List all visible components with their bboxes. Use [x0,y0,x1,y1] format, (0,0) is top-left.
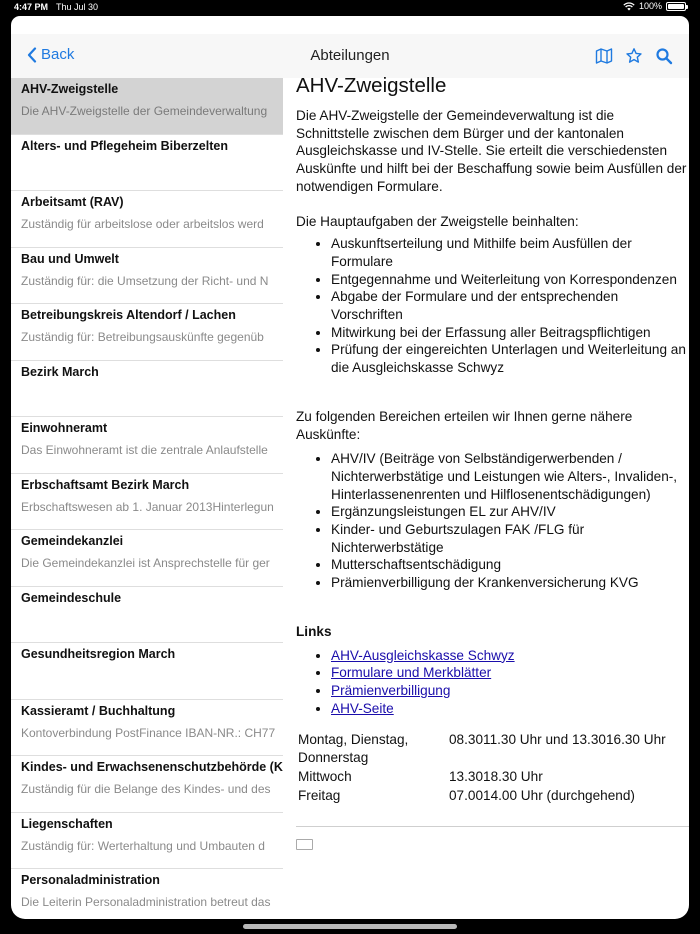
link[interactable]: AHV-Seite [331,700,394,716]
hours-time: 08.3011.30 Uhr und 13.3016.30 Uhr [449,732,666,748]
hours-time: 13.3018.30 Uhr [449,768,543,784]
list-item[interactable] [11,530,283,587]
list-item-title: Personaladministration [21,873,160,887]
areas-intro: Zu folgenden Bereichen erteilen wir Ihnen gerne nähere Auskünfte: [296,408,633,442]
department-list[interactable] [11,78,283,919]
task-item: • Mitwirkung bei der Erfassung aller Beitragspflichtigen [331,324,689,342]
link[interactable]: AHV-Ausgleichskasse Schwyz [331,647,515,663]
hours-days: Montag, Dienstag, Donnerstag [298,732,409,766]
list-item-title: AHV-Zweigstelle [21,82,119,96]
battery-icon [666,2,686,11]
areas-list [331,450,689,592]
status-date: Thu Jul 30 [56,2,99,12]
list-item-subtitle: Zuständig für: Werterhaltung und Umbauten d [21,838,265,853]
list-item-title: Einwohneramt [21,421,108,435]
contact-row [296,839,689,850]
link[interactable]: Prämienverbilligung [331,682,451,698]
chevron-left-icon [27,47,37,63]
list-item-title: Kassieramt / Buchhaltung [21,703,176,718]
back-label: Back [41,46,75,63]
area-item: • Prämienverbilligung der Krankenversicherung KVG [331,574,689,592]
task-item: • Entgegennahme und Weiterleitung von Korrespondenzen [331,271,689,289]
list-item[interactable] [11,756,283,813]
page-title: Abteilungen [310,47,390,64]
list-item-title: Liegenschaften [21,816,113,831]
list-item[interactable] [11,417,283,474]
list-item-title: Arbeitsamt (RAV) [21,195,124,209]
list-item[interactable] [11,643,283,700]
list-item-title: Gesundheitsregion March [21,647,176,661]
app-window [11,16,689,919]
list-item-title: Kindes- und Erwachsenenschutzbehörde (K [21,760,283,774]
list-item-subtitle: Die Gemeindekanzlei ist Ansprechstelle für ger [21,556,270,570]
list-item-title: Erbschaftsamt Bezirk March [21,477,190,492]
area-item: • Mutterschaftsentschädigung [331,556,689,574]
list-item-subtitle: Zuständig für: Betreibungsauskünfte gegenüb [21,330,264,344]
intro-paragraph: Die AHV-Zweigstelle der Gemeindeverwaltung ist die Schnittstelle zwischen dem Bürger und der kantonalen Ausgleichskasse und IV-Stelle. Sie erteilt die verschiedensten Auskünfte und hilft bei der Beschaffung sowie beim Ausfüllen der notwendigen Formulare. [296,108,687,194]
tasks-intro: Die Hauptaufgaben der Zweigstelle beinhalten: [296,213,579,229]
area-item: • AHV/IV (Beiträge von Selbständigerwerbenden / Nichterwerbstätige und Leistungen wie Alters-, Invaliden-, Hinterlassenenrenten und Hilflosenentschädigungen) [331,450,689,503]
status-right [623,1,686,11]
list-item-subtitle: Zuständig für die Belange des Kindes- und des [21,782,271,796]
list-item-subtitle: Das Einwohneramt ist die zentrale Anlaufstelle [21,443,268,457]
list-item[interactable] [11,700,283,757]
link-item[interactable] [331,664,689,682]
list-item-title: Gemeindekanzlei [21,534,124,548]
list-item[interactable] [11,191,283,248]
link[interactable]: Formulare und Merkblätter [331,665,492,681]
home-indicator [243,924,457,929]
list-item-title: Betreibungskreis Altendorf / Lachen [21,308,236,322]
list-item[interactable] [11,474,283,531]
navigation-bar [11,34,689,78]
map-icon[interactable] [595,47,613,65]
hours-days: Mittwoch [298,768,352,784]
list-item[interactable] [11,248,283,305]
status-bar [0,0,700,16]
link-item[interactable] [331,700,689,718]
list-item[interactable] [11,78,283,135]
mail-icon [296,839,313,850]
list-item-subtitle: Die Leiterin Personaladministration betreut das [21,895,271,909]
list-item-title: Gemeindeschule [21,590,122,605]
list-item-title: Bau und Umwelt [21,251,119,266]
hours-days: Freitag [298,787,341,803]
list-item-subtitle: Zuständig für arbeitslose oder arbeitslos werd [21,217,264,231]
list-item-subtitle: Erbschaftswesen ab 1. Januar 2013Hinterlegun [21,499,274,514]
task-item: • Auskunftserteilung und Mithilfe beim Ausfüllen der Formulare [331,235,689,270]
list-item-title: Bezirk March [21,364,99,379]
opening-hours [298,731,689,804]
list-item[interactable] [11,869,283,919]
battery-percentage: 100% [638,1,662,11]
list-item[interactable] [11,135,283,192]
list-item-title: Alters- und Pflegeheim Biberzelten [21,138,228,153]
list-item-subtitle: Kontoverbindung PostFinance IBAN-NR.: CH77 [21,725,276,740]
list-item-subtitle: Zuständig für: die Umsetzung der Richt- und N [21,273,269,288]
detail-heading: AHV-Zweigstelle [296,74,447,97]
divider [296,826,689,827]
detail-content [296,74,689,919]
link-item[interactable] [331,647,689,665]
tasks-list [331,235,689,377]
task-item: • Prüfung der eingereichten Unterlagen und Weiterleitung an die Ausgleichskasse Schwyz [331,341,689,376]
search-icon[interactable] [655,47,673,65]
area-item: • Kinder- und Geburtszulagen FAK /FLG für Nichterwerbstätige [331,521,689,556]
link-item[interactable] [331,682,689,700]
star-icon[interactable] [625,47,643,65]
back-button[interactable] [27,46,74,63]
list-item[interactable] [11,813,283,870]
wifi-icon [623,2,635,11]
links-list [331,647,689,718]
hours-time: 07.0014.00 Uhr (durchgehend) [449,787,635,803]
list-item[interactable] [11,361,283,418]
list-item[interactable] [11,587,283,644]
status-time: 4:47 PM [14,2,49,12]
toolbar-icons [595,47,673,65]
list-item-subtitle: Die AHV-Zweigstelle der Gemeindeverwaltung [21,104,268,118]
area-item: • Ergänzungsleistungen EL zur AHV/IV [331,503,689,521]
links-heading: Links [296,623,332,639]
list-item[interactable] [11,304,283,361]
task-item: • Abgabe der Formulare und der entsprechenden Vorschriften [331,288,689,323]
